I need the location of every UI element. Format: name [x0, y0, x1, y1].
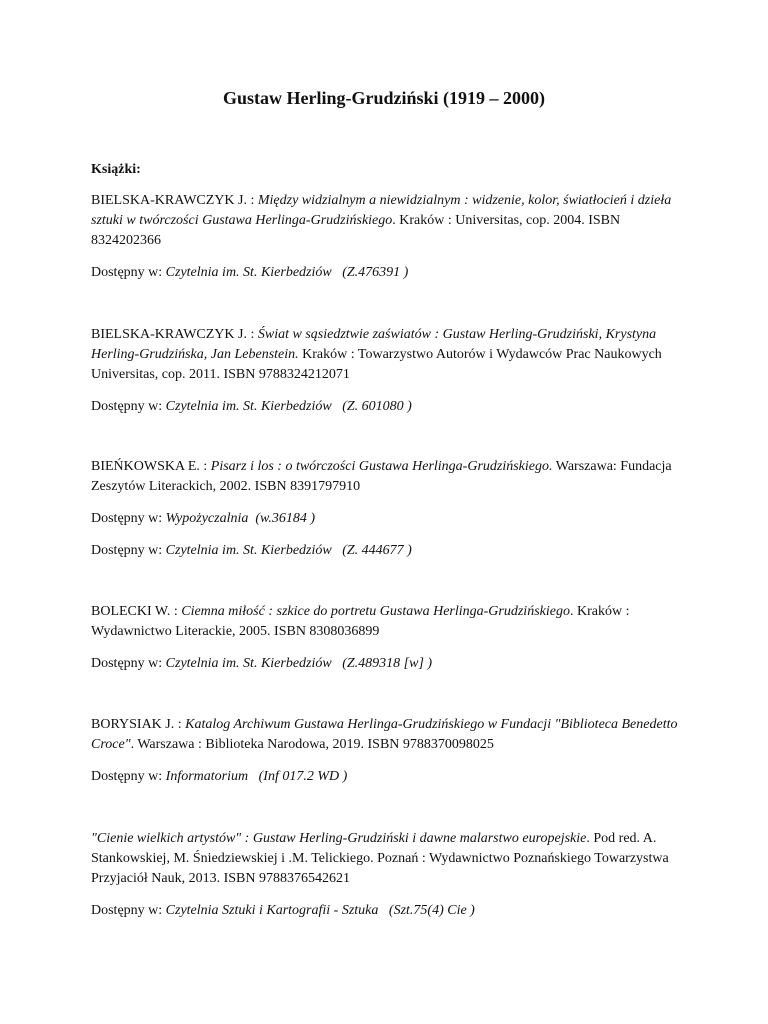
citation-author: BORYSIAK J. : [91, 717, 186, 732]
library-location: Informatorium [165, 769, 249, 784]
shelf-signature: (Z.489318 [w] ) [342, 656, 433, 671]
availability-line [91, 654, 691, 674]
bibliography-entry [91, 325, 691, 417]
available-label: Dostępny w: [91, 903, 163, 918]
citation-title: Pisarz i los : o twórczości Gustawa Herlinga-Grudzińskiego. [210, 459, 553, 474]
bibliography-entry [91, 715, 691, 787]
citation [91, 829, 691, 889]
citation-author: BOLECKI W. : [91, 604, 182, 619]
library-location: Czytelnia Sztuki i Kartografii - Sztuka [165, 903, 379, 918]
availability-line [91, 901, 691, 921]
availability-line [91, 541, 691, 561]
library-location: Czytelnia im. St. Kierbedziów [165, 656, 332, 671]
shelf-signature: (Szt.75(4) Cie ) [388, 903, 475, 918]
availability-line [91, 263, 691, 283]
citation-title: Między widzialnym a niewidzialnym : widzenie, kolor, światłocień i dzieła sztuki w twórczości Gustawa Herlinga-Grudzińskiego [91, 193, 672, 228]
citation [91, 191, 691, 251]
available-label: Dostępny w: [91, 543, 163, 558]
available-label: Dostępny w: [91, 265, 163, 280]
citation-author: BIEŃKOWSKA E. : [91, 459, 211, 474]
shelf-signature: (Inf 017.2 WD ) [258, 769, 348, 784]
citation [91, 325, 691, 385]
citation [91, 457, 691, 497]
shelf-signature: (Z. 601080 ) [342, 399, 412, 414]
citation [91, 715, 691, 755]
availability-line [91, 509, 691, 529]
shelf-signature: (w.36184 ) [255, 511, 315, 526]
citation-author: BIELSKA-KRAWCZYK J. : [91, 327, 258, 342]
shelf-signature: (Z.476391 ) [342, 265, 409, 280]
bibliography-entry [91, 602, 691, 674]
citation-publication: . Kraków : Universitas, cop. 2004. ISBN 8324202366 [91, 213, 621, 248]
citation-publication: Kraków : Towarzystwo Autorów i Wydawców Prac Naukowych Universitas, cop. 2011. ISBN 9788324212071 [91, 347, 662, 382]
bibliography-entry [91, 829, 691, 921]
library-location: Czytelnia im. St. Kierbedziów [165, 399, 332, 414]
library-location: Wypożyczalnia [165, 511, 249, 526]
citation-title: Katalog Archiwum Gustawa Herlinga-Grudzińskiego w Fundacji "Biblioteca Benedetto Croce" [91, 717, 678, 752]
page-title: Gustaw Herling-Grudziński (1919 – 2000) [222, 88, 545, 108]
bibliography-entry [91, 457, 691, 561]
section-heading-books: Książki: [91, 162, 141, 177]
citation-publication: Warszawa: Fundacja Zeszytów Literackich, 2002. ISBN 8391797910 [91, 459, 672, 494]
citation-title: Ciemna miłość : szkice do portretu Gustawa Herlinga-Grudzińskiego [181, 604, 570, 619]
citation-publication: . Pod red. A. Stankowskiej, M. Śniedziewskiej i .M. Telickiego. Poznań : Wydawnictwo Poznańskiego Towarzystwa Przyjaciół Nauk, 2013. ISBN 9788376542621 [91, 831, 669, 886]
available-label: Dostępny w: [91, 511, 163, 526]
citation-publication: . Kraków : Wydawnictwo Literackie, 2005. ISBN 8308036899 [91, 604, 630, 639]
available-label: Dostępny w: [91, 399, 163, 414]
available-label: Dostępny w: [91, 656, 163, 671]
citation-publication: . Warszawa : Biblioteka Narodowa, 2019. ISBN 9788370098025 [130, 737, 494, 752]
citation [91, 602, 691, 642]
citation-author: BIELSKA-KRAWCZYK J. : [91, 193, 258, 208]
citation-title: "Cienie wielkich artystów" : Gustaw Herling-Grudziński i dawne malarstwo europejskie [91, 831, 587, 846]
bibliography-entry [91, 191, 691, 283]
library-location: Czytelnia im. St. Kierbedziów [165, 543, 332, 558]
citation-title: Świat w sąsiedztwie zaświatów : Gustaw Herling-Grudziński, Krystyna Herling-Grudzińska, Jan Lebenstein. [91, 327, 657, 362]
available-label: Dostępny w: [91, 769, 163, 784]
library-location: Czytelnia im. St. Kierbedziów [165, 265, 332, 280]
shelf-signature: (Z. 444677 ) [342, 543, 412, 558]
availability-line [91, 767, 691, 787]
availability-line [91, 397, 691, 417]
